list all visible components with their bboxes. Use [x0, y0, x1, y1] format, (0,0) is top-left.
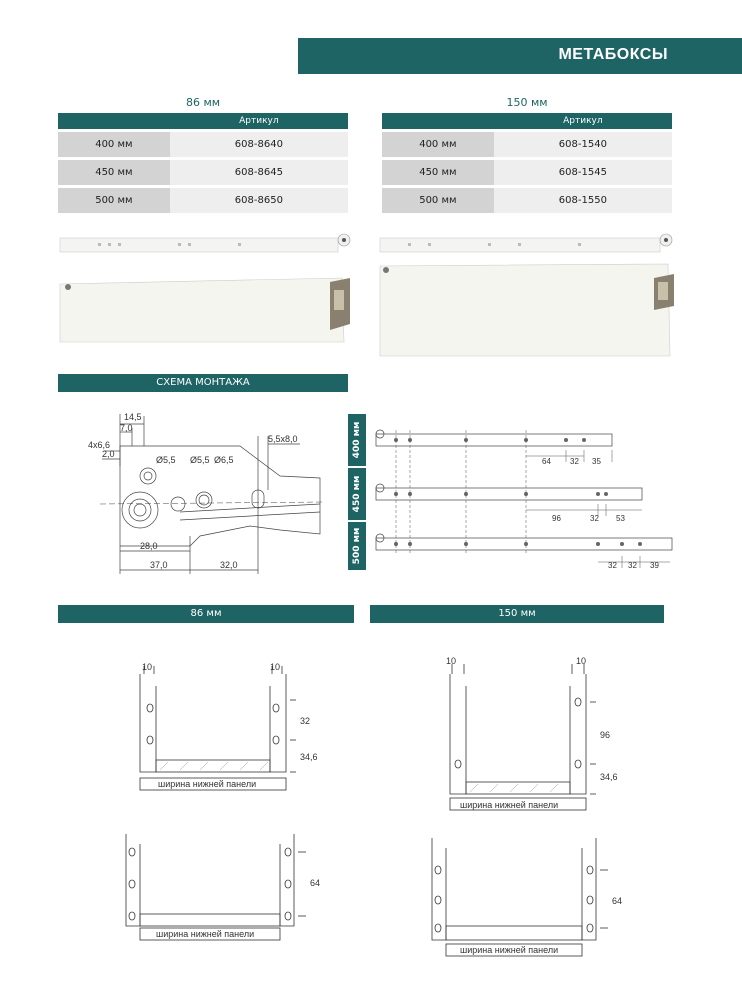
- table-row: 500 мм 608-8650: [58, 188, 348, 213]
- product-image-86: [58, 232, 358, 344]
- rail-length-label: 400 мм: [348, 414, 366, 466]
- article-table-86: [58, 110, 348, 216]
- rail-dim: 64: [542, 457, 551, 466]
- rail-dim: 32: [628, 561, 637, 570]
- rail-dim: 53: [616, 514, 625, 523]
- table-header: Артикул: [170, 113, 348, 129]
- rail-drawings: [370, 420, 680, 580]
- table-header: Артикул: [494, 113, 672, 129]
- panel-width-label: ширина нижней панели: [460, 800, 559, 810]
- profile-drawing-150-bottom: [420, 830, 630, 962]
- section-label-150: 150 мм: [370, 605, 664, 623]
- rail-dim: 35: [592, 457, 601, 466]
- dim-label: 32,0: [220, 560, 238, 570]
- panel-width-label: ширина нижней панели: [460, 945, 559, 955]
- table-row: 450 мм 608-8645: [58, 160, 348, 185]
- mounting-scheme-drawing: [80, 406, 340, 578]
- rail-length-label: 450 мм: [348, 468, 366, 520]
- dim-label: Ø6,5: [214, 455, 234, 465]
- product-image-150: [378, 232, 678, 358]
- table-row: 450 мм 608-1545: [382, 160, 672, 185]
- rail-dim: 32: [608, 561, 617, 570]
- rail-dim: 39: [650, 561, 659, 570]
- rail-dim: 32: [590, 514, 599, 523]
- panel-width-label: ширина нижней панели: [158, 779, 257, 789]
- profile-drawing-86-bottom: [120, 830, 320, 950]
- dim-label: 2,0: [102, 449, 115, 459]
- dim-label: 96: [600, 730, 611, 740]
- table-row: 400 мм 608-1540: [382, 132, 672, 157]
- mounting-scheme-label: СХЕМА МОНТАЖА: [58, 374, 348, 392]
- dim-label: 32: [300, 716, 311, 726]
- article-table-150: [382, 110, 672, 216]
- dim-label: 14,5: [124, 412, 142, 422]
- dim-label: 34,6: [300, 752, 318, 762]
- table-caption-86: 86 мм: [185, 96, 221, 109]
- profile-drawing-150-top: [430, 654, 630, 814]
- dim-label: 5,5x8,0: [268, 434, 298, 444]
- rail-dim: 32: [570, 457, 579, 466]
- table-row: 400 мм 608-8640: [58, 132, 348, 157]
- section-label-86: 86 мм: [58, 605, 354, 623]
- dim-label: Ø5,5: [190, 455, 210, 465]
- dim-label: 4x6,6: [88, 440, 111, 450]
- dim-label: 10: [270, 662, 281, 672]
- dim-label: 7,0: [120, 423, 133, 433]
- rail-length-label: 500 мм: [348, 522, 366, 570]
- page-title: МЕТАБОКСЫ: [558, 46, 668, 63]
- dim-label: 10: [576, 656, 587, 666]
- table-caption-150: 150 мм: [506, 96, 548, 109]
- rail-dim: 96: [552, 514, 561, 523]
- dim-label: 64: [310, 878, 321, 888]
- dim-label: 10: [142, 662, 153, 672]
- dim-label: 28,0: [140, 541, 158, 551]
- dim-label: 34,6: [600, 772, 618, 782]
- dim-label: 37,0: [150, 560, 168, 570]
- dim-label: 10: [446, 656, 457, 666]
- panel-width-label: ширина нижней панели: [156, 929, 255, 939]
- table-row: 500 мм 608-1550: [382, 188, 672, 213]
- profile-drawing-86-top: [120, 660, 320, 800]
- title-banner: [298, 38, 742, 74]
- dim-label: 64: [612, 896, 623, 906]
- dim-label: Ø5,5: [156, 455, 176, 465]
